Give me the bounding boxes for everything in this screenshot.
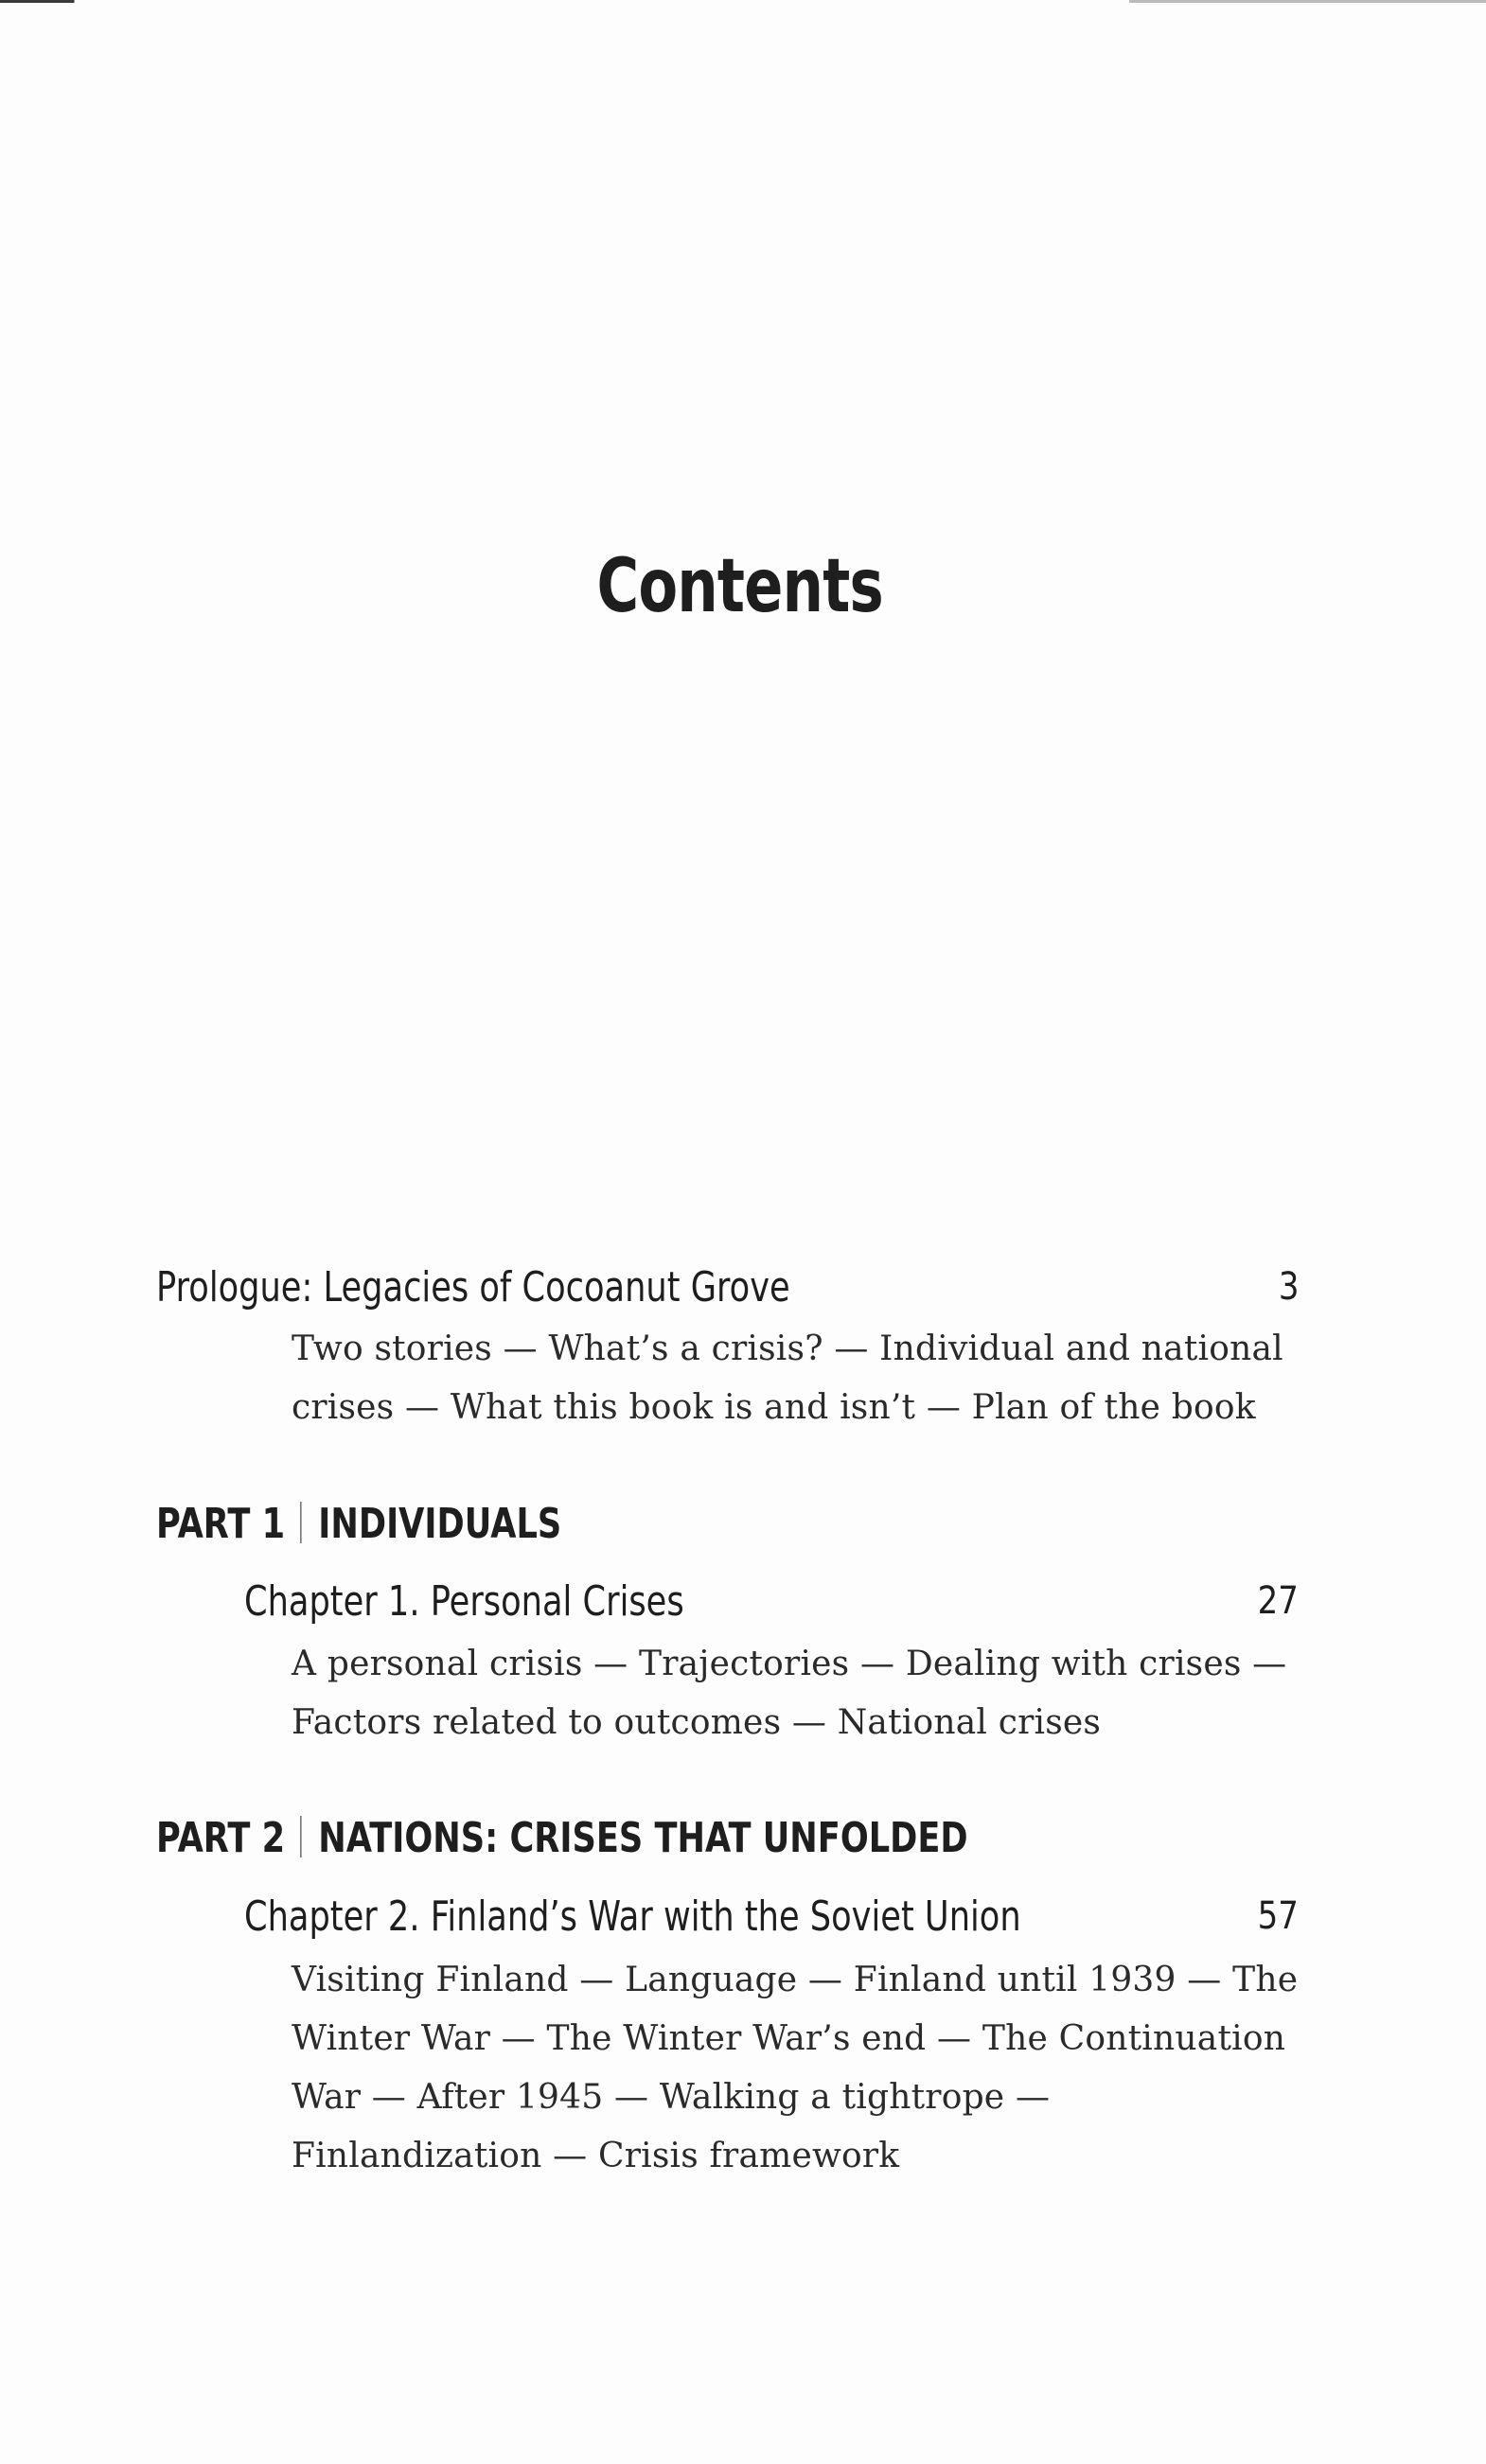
toc-entry-prologue-page: 3 [1278, 1265, 1299, 1309]
toc-entry-chapter-1-title: Chapter 1. Personal Crises [244, 1577, 684, 1626]
part-label: PART 1 [156, 1500, 286, 1548]
toc-entry-chapter-2-desc [292, 1951, 1299, 2186]
part-divider [300, 1502, 302, 1543]
desc-line: Two stories — What’s a crisis? — Individual and national [292, 1329, 1283, 1368]
toc-entry-chapter-2-title: Chapter 2. Finland’s War with the Soviet Union [244, 1892, 1021, 1941]
part-name: NATIONS: CRISES THAT UNFOLDED [318, 1814, 968, 1862]
toc-entry-prologue-title: Prologue: Legacies of Cocoanut Grove [156, 1263, 790, 1311]
toc-entry-chapter-2-page: 57 [1257, 1894, 1299, 1938]
part-name: INDIVIDUALS [318, 1500, 562, 1548]
toc-entry-chapter-1-page: 27 [1257, 1579, 1299, 1623]
desc-line: Winter War — The Winter War’s end — The Continuation [292, 2019, 1286, 2058]
part-divider [300, 1816, 302, 1857]
top-edge-rule [0, 0, 1486, 3]
toc-entry-prologue-desc [292, 1320, 1283, 1437]
desc-line: War — After 1945 — Walking a tightrope — [292, 2078, 1051, 2117]
part-heading-1 [156, 1500, 561, 1548]
part-heading-2 [156, 1814, 968, 1862]
desc-line: crises — What this book is and isn’t — Plan of the book [292, 1388, 1256, 1427]
desc-line: Visiting Finland — Language — Finland until 1939 — The [292, 1961, 1299, 1999]
desc-line: A personal crisis — Trajectories — Dealing with crises — [292, 1645, 1287, 1683]
desc-line: Factors related to outcomes — National crises [292, 1703, 1102, 1742]
part-label: PART 2 [156, 1814, 286, 1862]
desc-line: Finlandization — Crisis framework [292, 2137, 900, 2175]
toc-entry-chapter-1-desc [292, 1635, 1287, 1752]
page-title: Contents [596, 544, 883, 629]
